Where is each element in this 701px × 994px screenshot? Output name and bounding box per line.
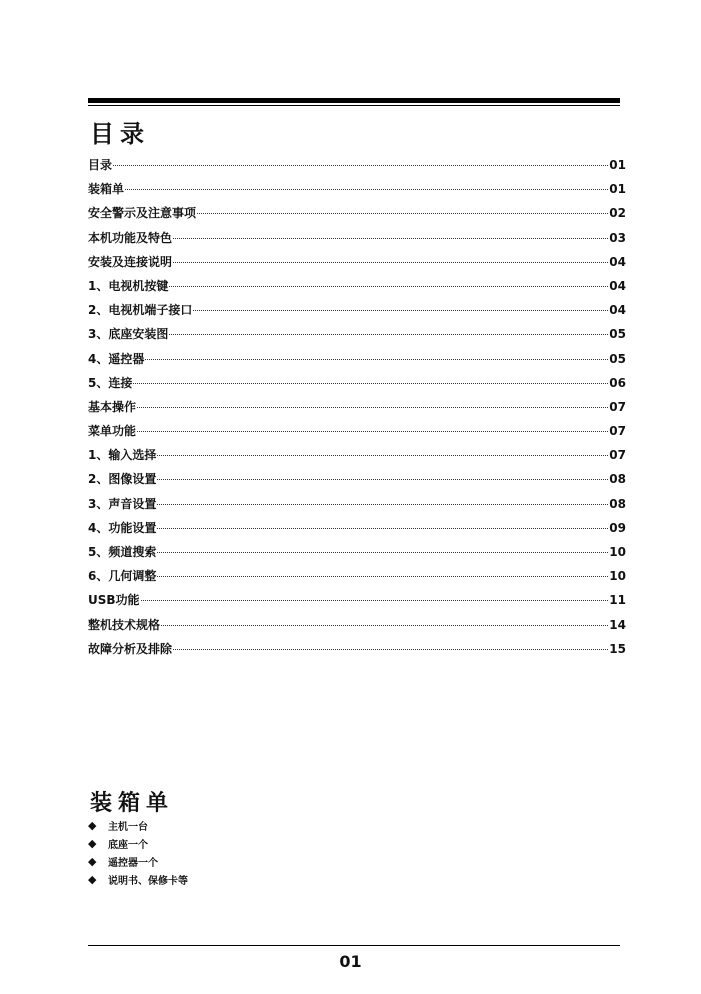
toc-entry-title: 基本操作 [88,399,137,414]
toc-entry-title: 5、频道搜索 [88,545,157,559]
toc-entry[interactable] [88,156,626,180]
toc-dot-leader [157,455,608,456]
diamond-bullet-icon: ◆ [88,854,97,868]
toc-entry[interactable] [88,640,626,664]
toc-entry-title: 目录 [88,158,113,172]
packing-list [88,816,188,888]
toc-entry[interactable] [88,422,626,446]
table-of-contents [88,156,626,664]
toc-entry-title: 5、连接 [88,375,133,390]
toc-dot-leader [157,504,608,505]
toc-entry-title: 装箱单 [88,182,125,197]
toc-entry-page: 11 [609,593,626,608]
toc-entry-page: 08 [609,472,626,487]
toc-dot-leader [137,431,608,432]
toc-entry-title: USB功能 [88,593,140,608]
toc-entry-title: 安全警示及注意事项 [88,206,197,221]
toc-entry-page: 01 [609,158,626,172]
toc-entry[interactable] [88,253,626,277]
page-title: 目录 [90,120,150,148]
toc-dot-leader [157,479,608,480]
toc-entry-page: 03 [609,230,626,245]
toc-entry[interactable] [88,350,626,374]
toc-entry-page: 07 [609,448,626,463]
packing-item-label: 说明书、保修卡等 [108,875,188,887]
toc-dot-leader [125,189,608,190]
packing-item [88,870,188,888]
toc-entry[interactable] [88,616,626,640]
toc-entry[interactable] [88,519,626,543]
toc-entry-title: 1、电视机按键 [88,278,169,293]
toc-entry-title: 6、几何调整 [88,569,157,584]
toc-entry-title: 故障分析及排除 [88,641,173,656]
toc-entry[interactable] [88,180,626,204]
toc-entry-page: 07 [609,424,626,439]
toc-entry-title: 1、输入选择 [88,448,157,463]
toc-entry-title: 安装及连接说明 [88,254,173,269]
toc-entry[interactable] [88,204,626,228]
toc-entry-page: 06 [609,375,626,390]
toc-entry[interactable] [88,591,626,615]
toc-entry-title: 整机技术规格 [88,617,161,632]
toc-dot-leader [157,528,608,529]
toc-entry[interactable] [88,325,626,349]
toc-entry[interactable] [88,229,626,253]
packing-item [88,816,188,834]
toc-dot-leader [173,649,608,650]
toc-entry-title: 3、声音设置 [88,496,157,511]
toc-dot-leader [173,238,608,239]
toc-entry[interactable] [88,446,626,470]
toc-entry-title: 3、底座安装图 [88,327,169,342]
toc-dot-leader [137,407,608,408]
packing-item-label: 遥控器一个 [108,857,158,869]
toc-dot-leader [169,286,608,287]
toc-entry-page: 02 [609,206,626,221]
page-number: 01 [339,952,362,971]
toc-dot-leader [145,359,608,360]
toc-entry-title: 2、电视机端子接口 [88,303,193,318]
toc-entry-page: 15 [609,641,626,656]
top-rule-thick [88,98,620,103]
toc-entry-page: 05 [609,327,626,342]
diamond-bullet-icon: ◆ [88,836,97,850]
toc-entry-page: 04 [609,278,626,293]
toc-entry-title: 本机功能及特色 [88,230,173,245]
toc-dot-leader [169,334,608,335]
toc-entry-page: 10 [609,545,626,559]
toc-dot-leader [141,600,609,601]
toc-entry-page: 04 [609,303,626,318]
toc-entry-page: 07 [609,399,626,414]
toc-dot-leader [157,576,608,577]
packing-item-label: 底座一个 [108,839,148,851]
toc-entry-title: 4、功能设置 [88,520,157,535]
toc-dot-leader [173,262,608,263]
toc-entry-title: 2、图像设置 [88,472,157,487]
packing-item [88,834,188,852]
toc-entry[interactable] [88,495,626,519]
toc-dot-leader [193,310,608,311]
toc-entry-title: 菜单功能 [88,424,137,439]
toc-entry[interactable] [88,398,626,422]
toc-dot-leader [157,552,608,553]
toc-dot-leader [197,213,608,214]
toc-entry-page: 09 [609,520,626,535]
toc-entry-page: 14 [609,617,626,632]
top-rule-thin [88,105,620,106]
packing-item [88,852,188,870]
packing-item-label: 主机一台 [108,821,148,833]
toc-entry-page: 10 [609,569,626,584]
toc-entry-page: 01 [609,182,626,197]
toc-entry-title: 4、遥控器 [88,351,145,366]
toc-entry[interactable] [88,543,626,567]
toc-entry[interactable] [88,567,626,591]
toc-entry[interactable] [88,470,626,494]
toc-dot-leader [161,625,608,626]
toc-dot-leader [113,165,608,166]
toc-entry[interactable] [88,277,626,301]
diamond-bullet-icon: ◆ [88,818,97,832]
toc-entry-page: 08 [609,496,626,511]
toc-dot-leader [133,383,608,384]
toc-entry-page: 05 [609,351,626,366]
toc-entry[interactable] [88,374,626,398]
toc-entry-page: 04 [609,254,626,269]
toc-entry[interactable] [88,301,626,325]
bottom-rule [88,945,620,946]
diamond-bullet-icon: ◆ [88,872,97,886]
packing-list-title: 装箱单 [90,791,175,816]
